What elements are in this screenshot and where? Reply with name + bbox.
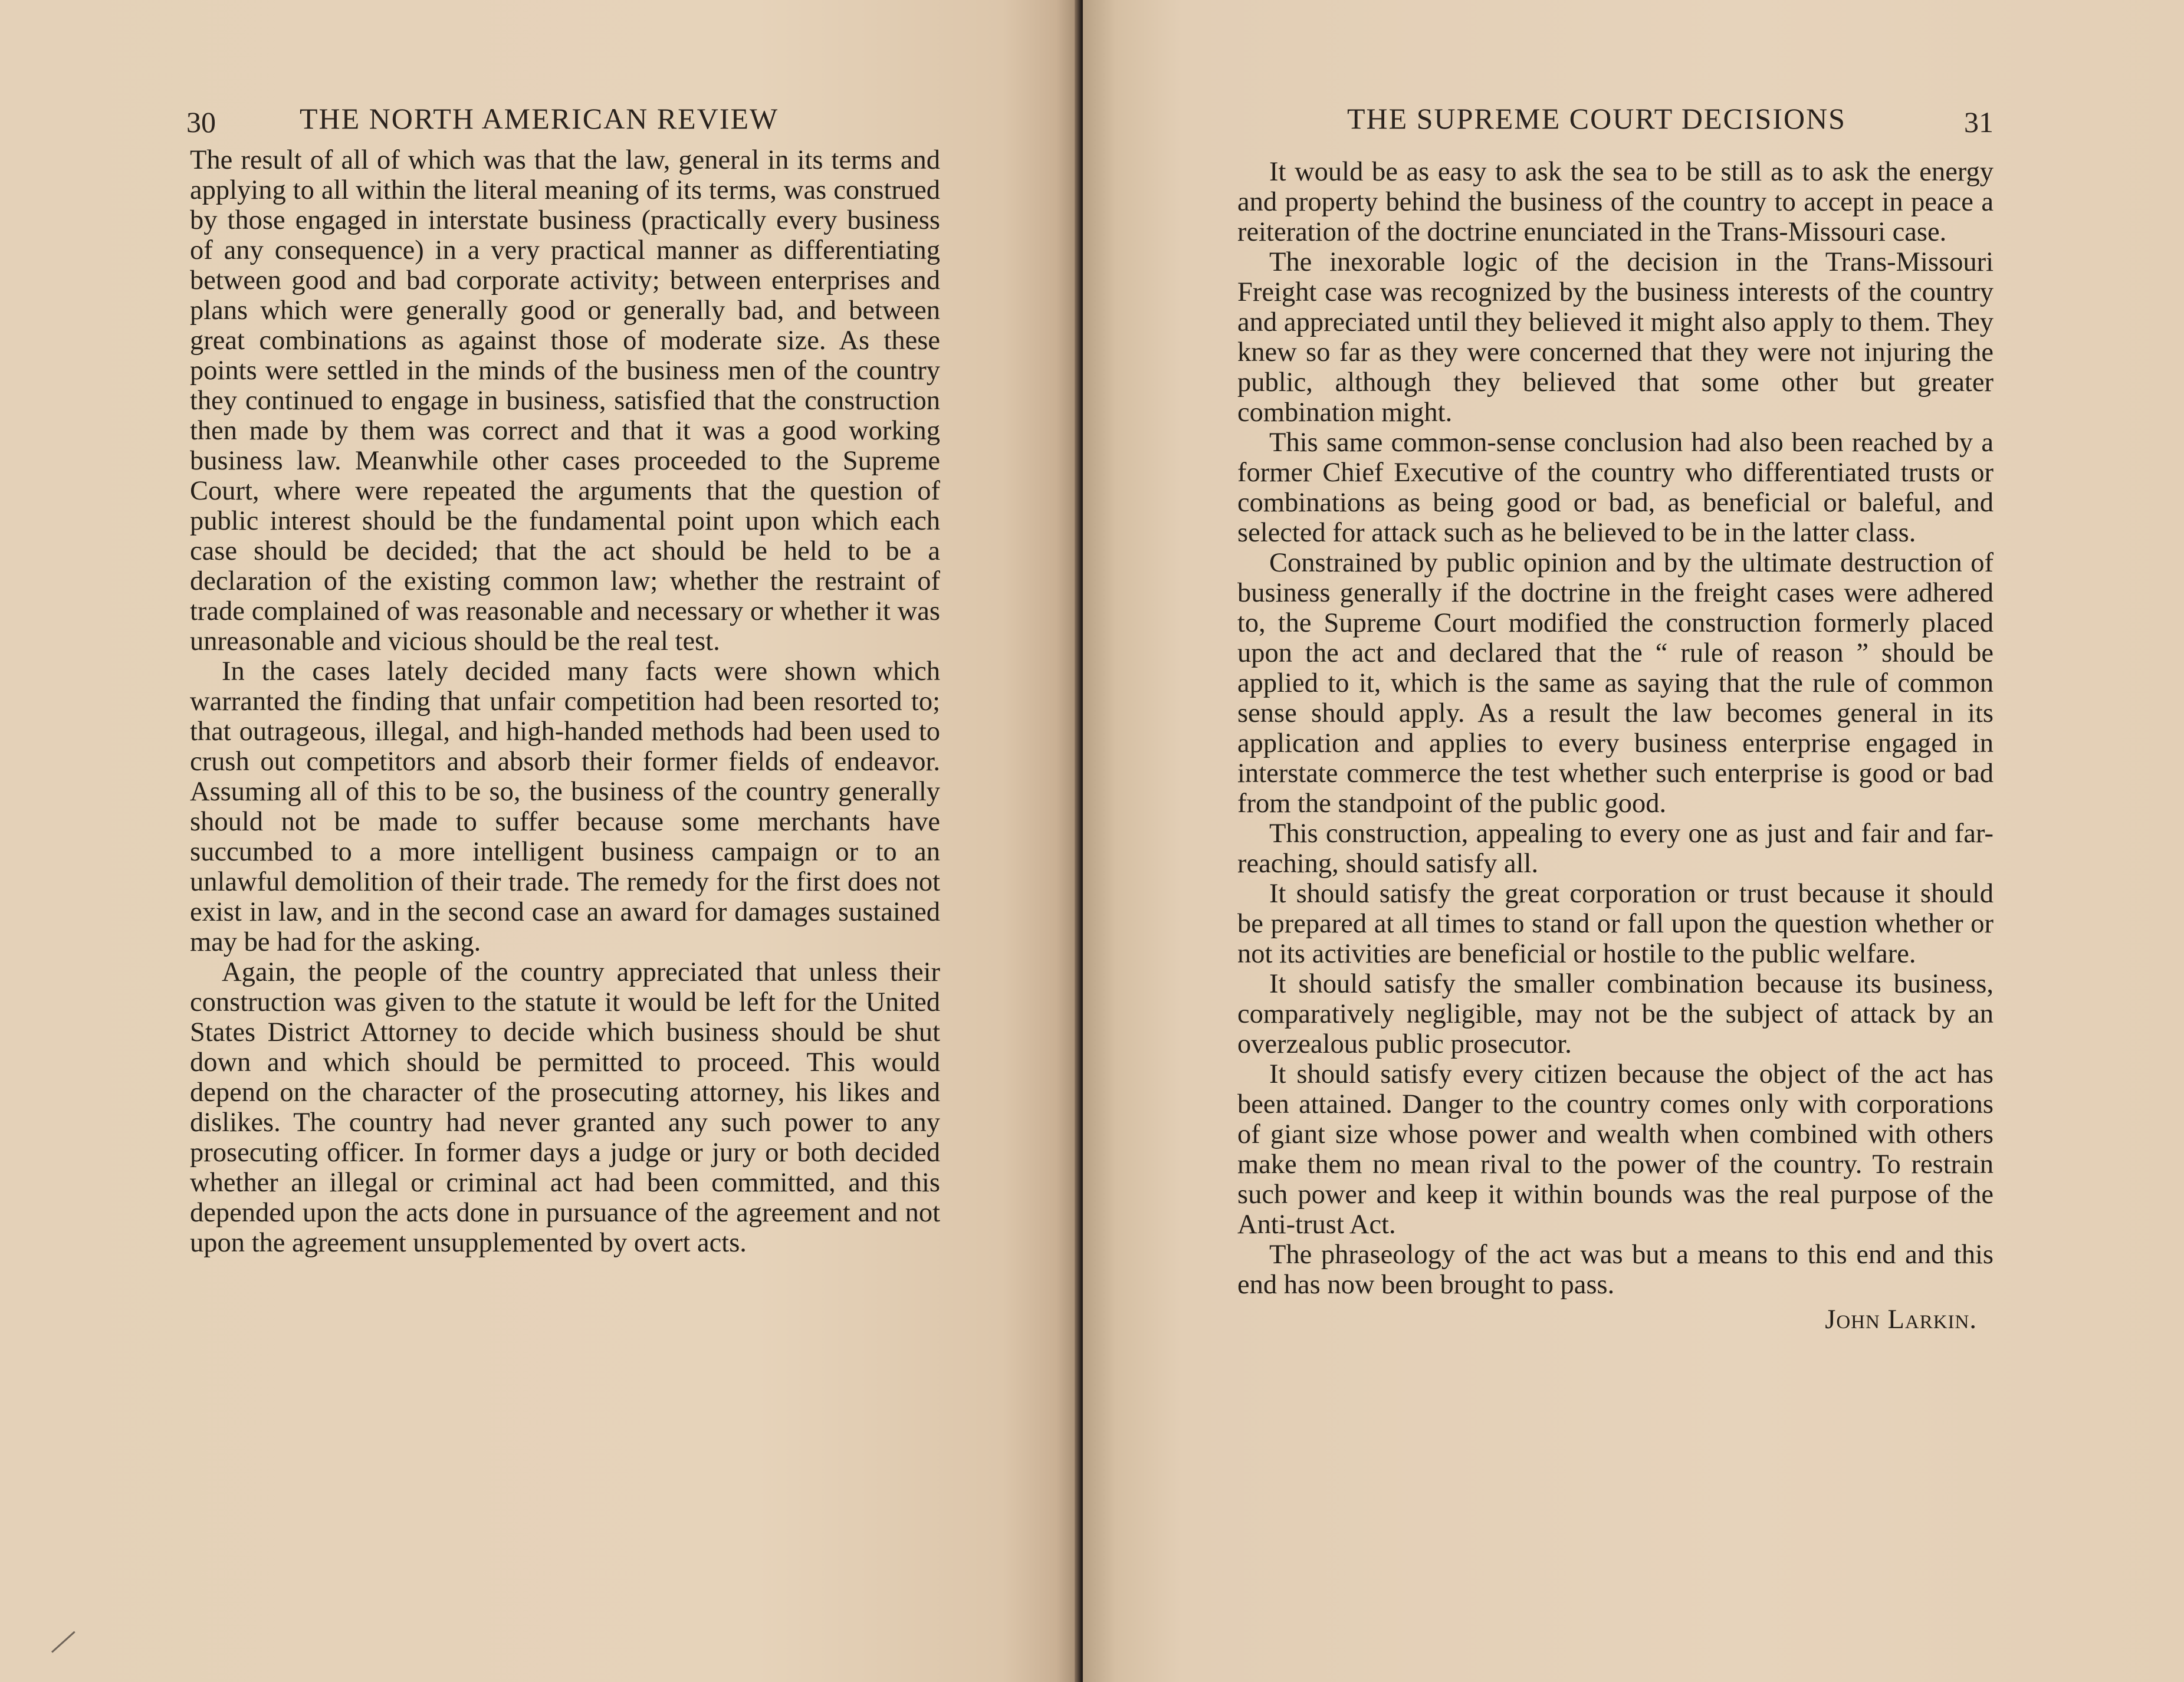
running-head-right: THE SUPREME COURT DECISIONS: [1347, 102, 1846, 135]
paragraph: It should satisfy the great corporation or trust because it should be prepared at all times to stand or fall upon the question whether or not its activities are beneficial or hostile to the public welfare.: [1237, 879, 1993, 969]
paragraph: The phraseology of the act was but a means to this end and this end has now been brought to pass.: [1237, 1240, 1993, 1300]
paragraph: It would be as easy to ask the sea to be still as to ask the energy and property behind the business of the country to accept in peace a reiteration of the doctrine enunciated in the Trans-Missouri case.: [1237, 157, 1993, 247]
paragraph: The result of all of which was that the law, general in its terms and applying to all within the literal meaning of its terms, was construed by those engaged in interstate business (practically every business of any consequence) in a very practical manner as differentiating between good and bad corporate activity; between enterprises and plans which were generally good or generally bad, and between great combinations as against those of moderate size. As these points were settled in the minds of the business men of the country they continued to engage in business, satisfied that the construction then made by them was correct and that it was a good working business law. Meanwhile other cases proceeded to the Supreme Court, where were repeated the arguments that the question of public interest should be the fundamental point upon which each case should be decided; that the act should be held to be a declaration of the existing common law; whether the restraint of trade complained of was reasonable and necessary or whether it was unreasonable and vicious should be the real test.: [190, 145, 940, 656]
author-signature: John Larkin.: [1825, 1305, 1977, 1335]
running-head-left: THE NORTH AMERICAN REVIEW: [300, 102, 779, 135]
paragraph: This same common-sense conclusion had also been reached by a former Chief Executive of the country who differentiated trusts or combinations as being good or bad, as beneficial or baleful, and selected for attack such as he believed to be in the latter class.: [1237, 428, 1993, 548]
left-page-body: [190, 145, 940, 1258]
page-number-right: 31: [1964, 106, 1993, 139]
paragraph: This construction, appealing to every one as just and fair and far-reaching, should satisfy all.: [1237, 819, 1993, 879]
paragraph: It should satisfy the smaller combination because its business, comparatively negligible, may not be the subject of attack by an overzealous public prosecutor.: [1237, 969, 1993, 1059]
paragraph: Again, the people of the country appreciated that unless their construction was given to the statute it would be left for the United States District Attorney to decide which business should be shut down and which should be permitted to proceed. This would depend on the character of the prosecuting attorney, his likes and dislikes. The country had never granted any such power to any prosecuting officer. In former days a judge or jury or both decided whether an illegal or criminal act had been committed, and this depended upon the acts done in pursuance of the agreement and not upon the agreement unsupplemented by overt acts.: [190, 957, 940, 1258]
page-number-left: 30: [186, 106, 216, 139]
paragraph: In the cases lately decided many facts were shown which warranted the finding that unfair competition had been resorted to; that outrageous, illegal, and high-handed methods had been used to crush out competitors and absorb their former fields of endeavor. Assuming all of this to be so, the business of the country generally should not be made to suffer because some merchants have succumbed to a more intelligent business campaign or to an unlawful demolition of their trade. The remedy for the first does not exist in law, and in the second case an award for damages sustained may be had for the asking.: [190, 656, 940, 957]
paragraph: Constrained by public opinion and by the ultimate destruction of business generally if the doctrine in the freight cases were adhered to, the Supreme Court modified the construction formerly placed upon the act and declared that the “ rule of reason ” should be applied to it, which is the same as saying that the rule of common sense should apply. As a result the law becomes general in its application and applies to every business enterprise engaged in interstate commerce the test whether such enterprise is good or bad from the standpoint of the public good.: [1237, 548, 1993, 819]
paragraph: It should satisfy every citizen because the object of the act has been attained. Danger to the country comes only with corporations of giant size whose power and wealth when combined with others make them no mean rival to the power of the country. To restrain such power and keep it within bounds was the real purpose of the Anti-trust Act.: [1237, 1059, 1993, 1240]
paragraph: The inexorable logic of the decision in the Trans-Missouri Freight case was recognized by the business interests of the country and appreciated until they believed it might also apply to them. They knew so far as they were concerned that they were not injuring the public, although they believed that some other but greater combination might.: [1237, 247, 1993, 428]
pencil-mark: [51, 1631, 75, 1653]
left-page: [0, 0, 1078, 1682]
right-page-body: [1237, 157, 1993, 1335]
